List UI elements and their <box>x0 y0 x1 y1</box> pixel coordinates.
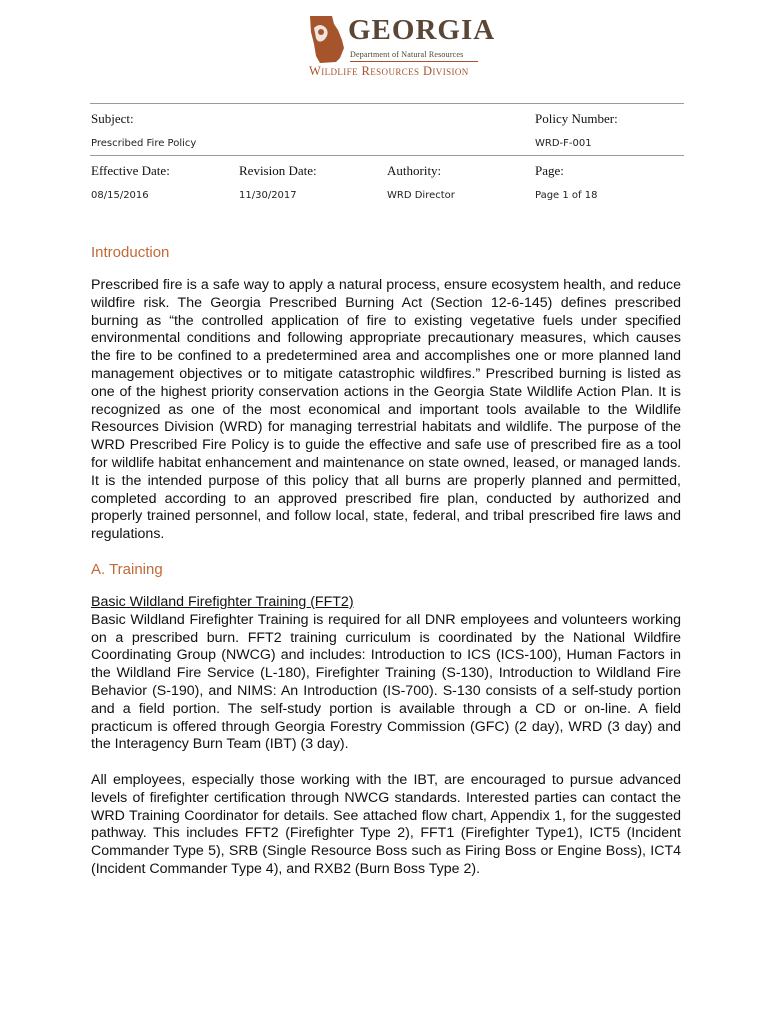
training-paragraph-1-body: Basic Wildland Firefighter Training is required for all DNR employees and volunteers working on a prescribed burn. FFT2 training curriculum is coordinated by the National Wildfire Coordinating Group (NWCG) and includes: Introduction to ICS (ICS-100), Human Factors in the Wildland Fire Service (L-180), Firefighter Training (S-130), Introduction to Wildland Fire Behavior (S-190), and NIMS: An Introduction (IS-700). S-130 consists of a self-study portion and a field portion. The self-study portion is available through a CD or on-line. A field practicum is offered through Georgia Forestry Commission (GFC) (2 day), WRD (3 day) and the Interagency Burn Team (IBT) (3 day). <box>91 611 681 753</box>
revision-date-label: Revision Date: <box>239 163 317 178</box>
georgia-dnr-logo <box>300 12 496 82</box>
logo-state-name: GEORGIA <box>348 14 496 46</box>
authority-label: Authority: <box>387 163 442 178</box>
introduction-heading: Introduction <box>91 244 170 261</box>
training-paragraph-2: All employees, especially those working with the IBT, are encouraged to pursue advanced levels of firefighter certification through NWCG standards. Interested parties can contact the WRD Training Coordinator for details. See attached flow chart, Appendix 1, for the suggested pathway. This includes FFT2 (Firefighter Type 2), FFT1 (Firefighter Type1), ICT5 (Incident Commander Type 5), SRB (Single Resource Boss such as Firing Boss or Engine Boss), ICT4 (Incident Commander Type 4), and RXB2 (Burn Boss Type 2). <box>91 772 681 877</box>
subject-label: Subject: <box>91 111 134 126</box>
header-middle-rule <box>90 155 684 156</box>
logo-division: Wildlife Resources Division <box>309 64 469 78</box>
subject-value: Prescribed Fire Policy <box>91 138 197 149</box>
revision-date-value: 11/30/2017 <box>239 190 297 201</box>
effective-date-label: Effective Date: <box>91 163 170 178</box>
effective-date-value: 08/15/2016 <box>91 190 149 201</box>
introduction-paragraph: Prescribed fire is a safe way to apply a natural process, ensure ecosystem health, and reduce wildfire risk. The Georgia Prescribed Burning Act (Section 12-6-145) defines prescribed burning as “the controlled application of fire to existing vegetative fuels under specified environmental conditions and following appropriate precautionary measures, which causes the fire to be confined to a predetermined area and accomplishes one or more planned land management objectives or to mitigate catastrophic wildfires.” Prescribed burning is listed as one of the highest priority conservation actions in the Georgia State Wildlife Action Plan. It is recognized as one of the most economical and important tools available to the Wildlife Resources Division (WRD) for managing terrestrial habitats and wildlife. The purpose of the WRD Prescribed Fire Policy is to guide the effective and safe use of prescribed fire as a tool for wildlife habitat enhancement and maintenance on state owned, leased, or managed lands. It is the intended purpose of this policy that all burns are properly planned and permitted, completed according to an approved prescribed fire plan, conducted by authorized and properly trained personnel, and follow local, state, federal, and tribal prescribed fire laws and regulations. <box>91 277 681 543</box>
authority-value: WRD Director <box>387 190 455 201</box>
training-heading: A. Training <box>91 561 163 578</box>
policy-number-value: WRD-F-001 <box>535 138 592 149</box>
header-top-rule <box>90 103 684 104</box>
policy-number-label: Policy Number: <box>535 111 618 126</box>
logo-department: Department of Natural Resources <box>350 50 464 59</box>
logo-rule <box>350 61 478 62</box>
georgia-state-icon <box>300 14 348 66</box>
page-label: Page: <box>535 163 564 178</box>
page-value: Page 1 of 18 <box>535 190 598 201</box>
training-section-paragraph-1 <box>91 594 681 754</box>
fft2-subheading: Basic Wildland Firefighter Training (FFT2) <box>91 594 354 610</box>
